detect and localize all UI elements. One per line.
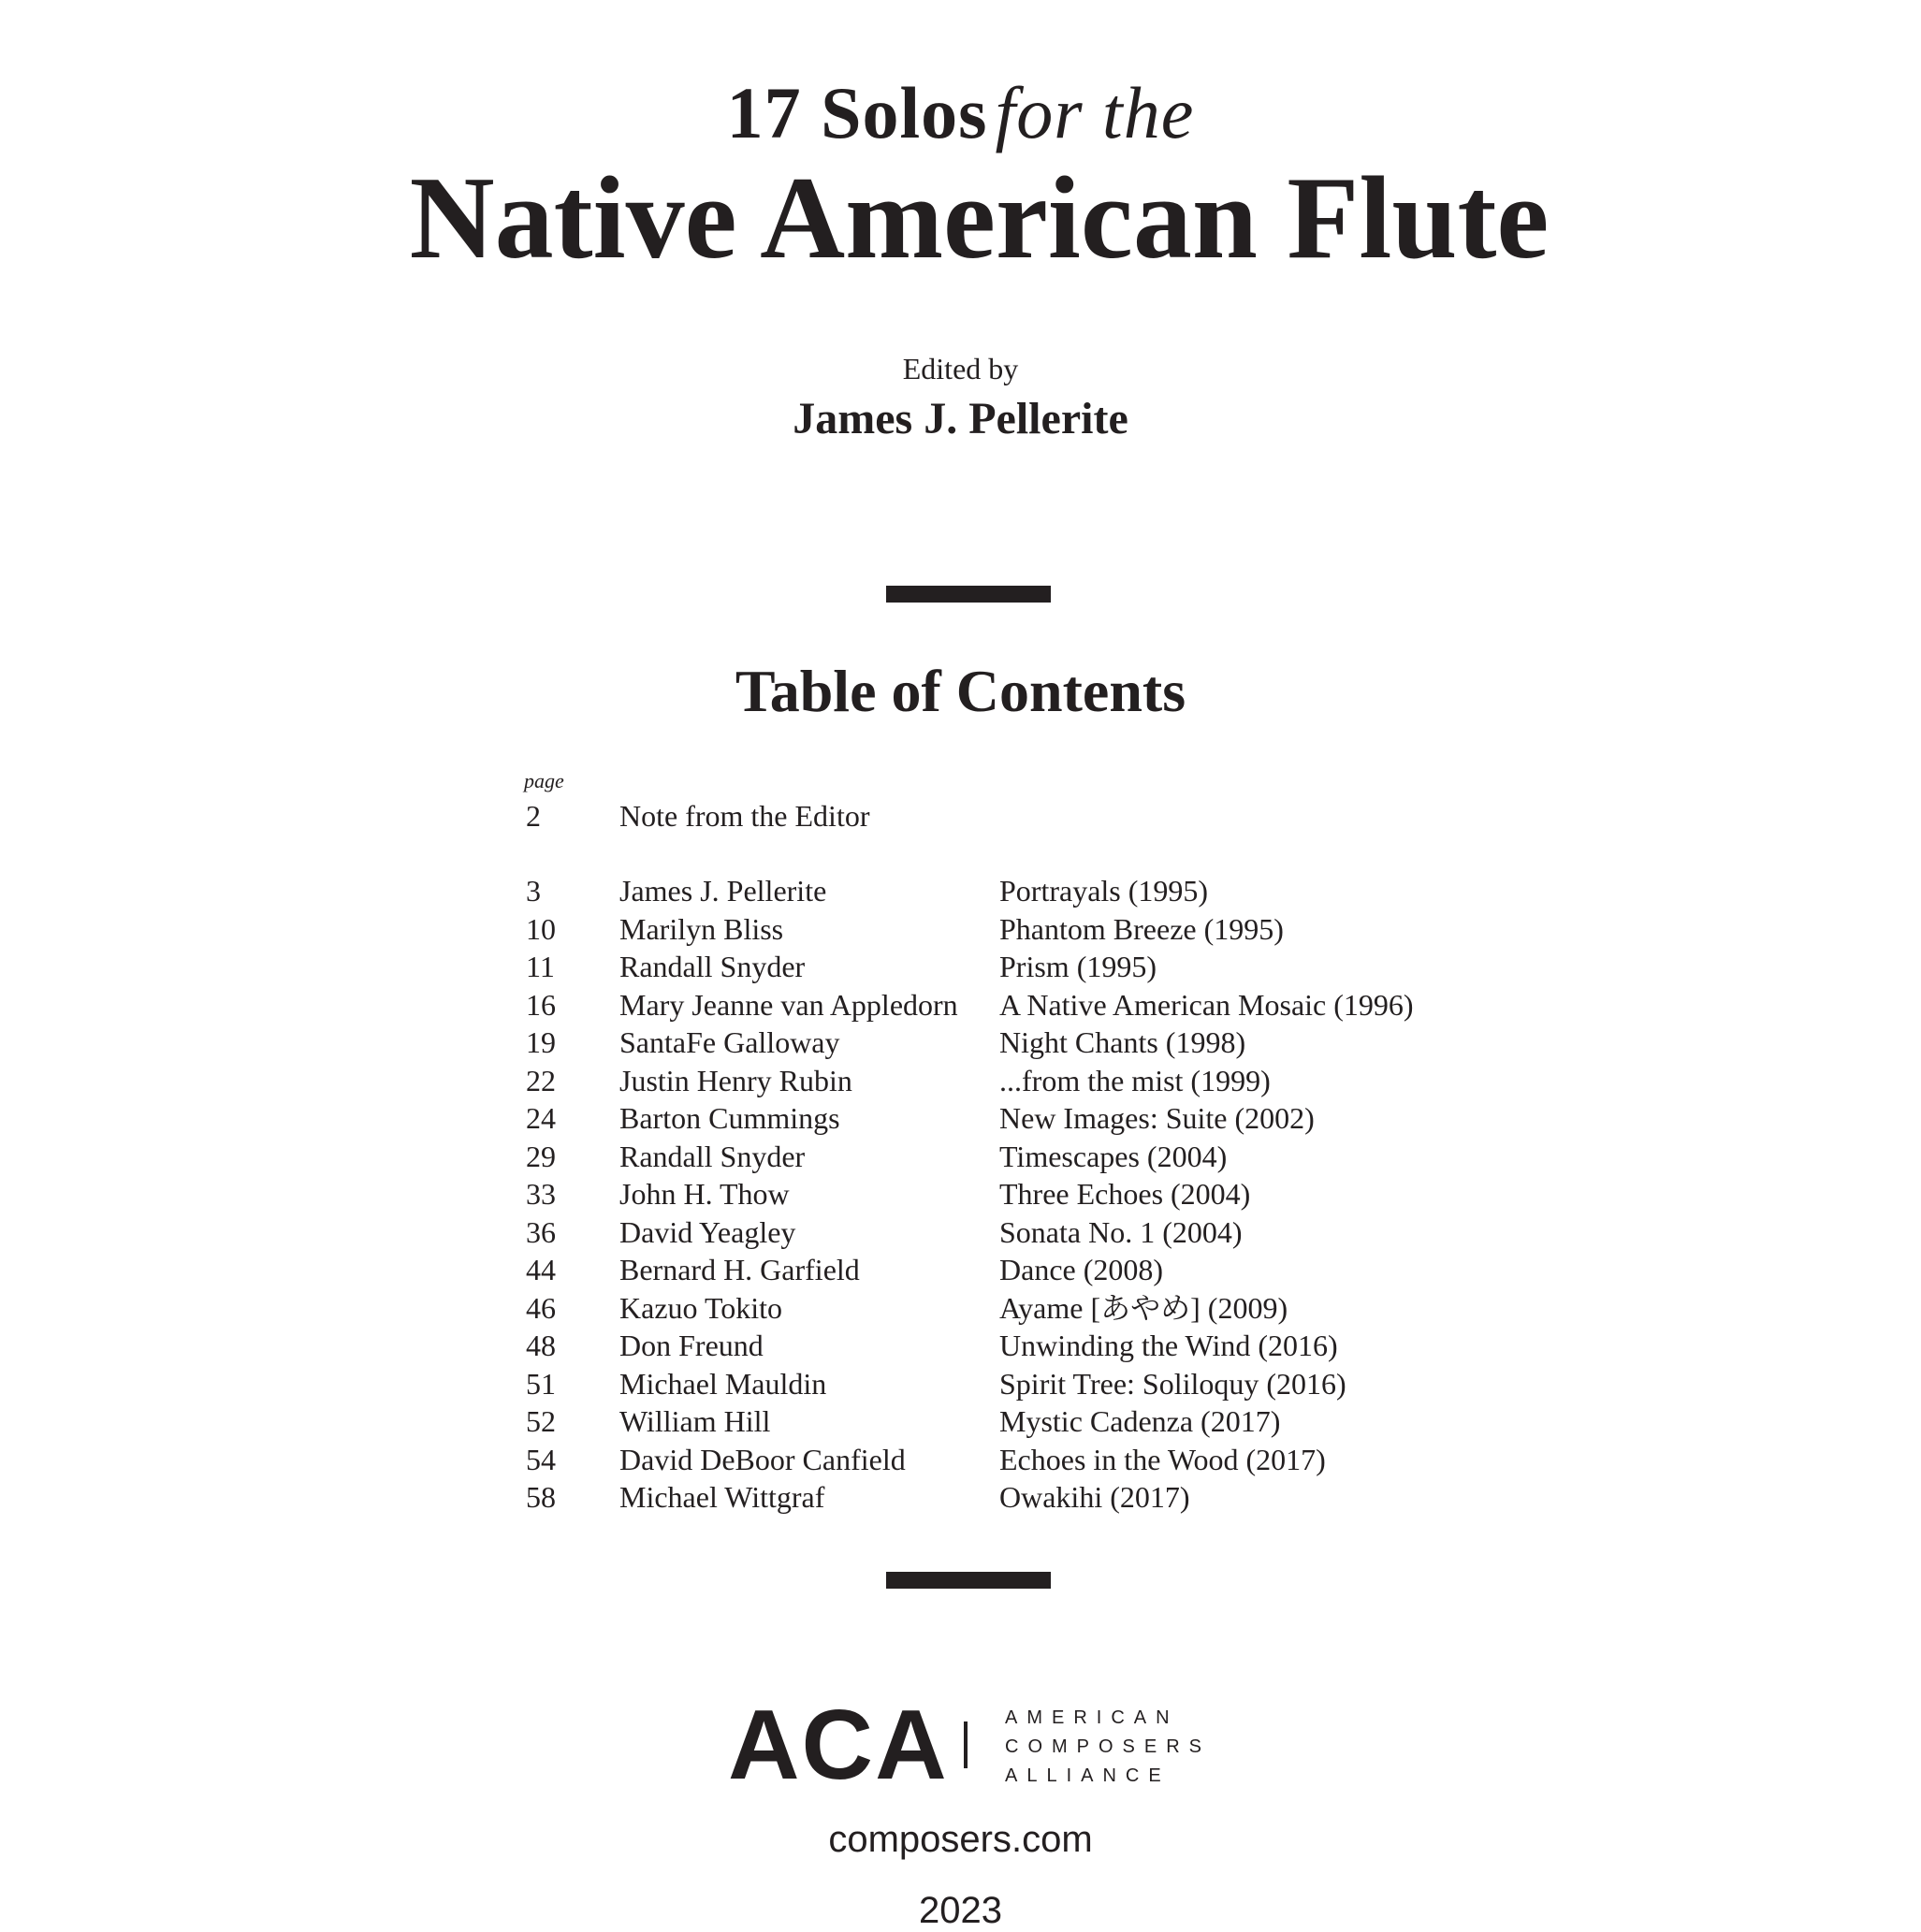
title-italic: for the — [995, 72, 1195, 153]
toc-entry-row — [0, 1289, 1921, 1327]
toc-page-number: 54 — [526, 1442, 556, 1476]
toc-entry-row — [0, 1138, 1921, 1175]
edited-by-label: Edited by — [902, 352, 1019, 385]
toc-work-title: Mystic Cadenza (2017) — [999, 1404, 1281, 1438]
toc-work-title: Owakihi (2017) — [999, 1480, 1190, 1514]
toc-page-number: 52 — [526, 1404, 556, 1438]
toc-heading: Table of Contents — [735, 658, 1186, 724]
toc-work-title: Timescapes (2004) — [999, 1139, 1228, 1173]
toc-page-number: 2 — [526, 799, 541, 833]
toc-page-number: 16 — [526, 987, 556, 1022]
toc-composer: Bernard H. Garfield — [619, 1253, 860, 1286]
title-main: 17 Solos — [726, 72, 988, 153]
toc-composer: Justin Henry Rubin — [619, 1063, 852, 1097]
toc-work-title: Sonata No. 1 (2004) — [999, 1214, 1243, 1249]
toc-work-title: ...from the mist (1999) — [999, 1063, 1271, 1097]
toc-page-number: 36 — [526, 1214, 556, 1249]
title-line-1 — [0, 71, 1921, 155]
toc-entry-row — [0, 1251, 1921, 1288]
toc-page-number: 33 — [526, 1177, 556, 1211]
toc-work-title: New Images: Suite (2002) — [999, 1101, 1315, 1135]
toc-composer: Kazuo Tokito — [619, 1290, 783, 1325]
toc-entry-row — [0, 986, 1921, 1024]
divider-bottom — [886, 1572, 1051, 1589]
toc-composer: James J. Pellerite — [619, 874, 827, 908]
publisher-name-line-3: ALLIANCE — [1005, 1765, 1171, 1786]
toc-work-title: Ayame [あやめ] (2009) — [999, 1290, 1288, 1325]
toc-page-number: 10 — [526, 911, 556, 946]
toc-entry-row — [0, 1478, 1921, 1516]
publisher-name-line-1: AMERICAN — [1005, 1707, 1179, 1728]
toc-page-number: 51 — [526, 1366, 556, 1401]
toc-page-number: 58 — [526, 1480, 556, 1514]
toc-composer: David DeBoor Canfield — [619, 1442, 906, 1476]
toc-composer: Mary Jeanne van Appledorn — [619, 987, 958, 1022]
toc-page-number: 24 — [526, 1101, 556, 1135]
toc-composer: Barton Cummings — [619, 1101, 840, 1135]
divider-top — [886, 586, 1051, 603]
toc-intro-row — [0, 797, 1921, 835]
toc-composer: Don Freund — [619, 1329, 764, 1362]
publication-year: 2023 — [919, 1890, 1002, 1931]
toc-page-number: 3 — [526, 874, 541, 908]
toc-composer: SantaFe Galloway — [619, 1025, 840, 1059]
toc-composer: Marilyn Bliss — [619, 911, 784, 946]
publisher-website: composers.com — [828, 1819, 1093, 1860]
toc-entry-row — [0, 1327, 1921, 1364]
toc-page-number: 19 — [526, 1025, 556, 1059]
toc-work-title: Dance (2008) — [999, 1253, 1164, 1286]
toc-work-title: Unwinding the Wind (2016) — [999, 1329, 1338, 1362]
toc-entry-row — [0, 1402, 1921, 1440]
toc-page-number: 46 — [526, 1290, 556, 1325]
toc-entry-row — [0, 1213, 1921, 1251]
toc-entry-row — [0, 1024, 1921, 1061]
toc-work-title: Prism (1995) — [999, 950, 1157, 983]
toc-entry-row — [0, 910, 1921, 948]
toc-composer: David Yeagley — [619, 1214, 796, 1249]
toc-entry-row — [0, 1062, 1921, 1099]
toc-page-number: 11 — [526, 950, 555, 983]
title-line-2: Native American Flute — [409, 153, 1550, 283]
toc-page-number: 48 — [526, 1329, 556, 1362]
toc-work-title: Echoes in the Wood (2017) — [999, 1442, 1326, 1476]
toc-entry-row — [0, 1099, 1921, 1137]
toc-composer: John H. Thow — [619, 1177, 790, 1211]
toc-composer: Michael Wittgraf — [619, 1480, 825, 1514]
aca-logo: ACA — [728, 1690, 949, 1800]
toc-work-title: Three Echoes (2004) — [999, 1177, 1251, 1211]
toc-entry-row — [0, 948, 1921, 985]
toc-work-title: Phantom Breeze (1995) — [999, 911, 1284, 946]
toc-entry-row — [0, 1175, 1921, 1213]
toc-composer: Randall Snyder — [619, 950, 806, 983]
toc-work-title: Portrayals (1995) — [999, 874, 1209, 908]
toc-composer: Randall Snyder — [619, 1139, 806, 1173]
toc-intro-title: Note from the Editor — [619, 799, 870, 833]
toc-page-number: 29 — [526, 1139, 556, 1173]
toc-entry-row — [0, 1441, 1921, 1478]
publisher-name-line-2: COMPOSERS — [1005, 1736, 1212, 1757]
toc-work-title: Spirit Tree: Soliloquy (2016) — [999, 1366, 1346, 1401]
toc-composer: Michael Mauldin — [619, 1366, 827, 1401]
toc-page-number: 44 — [526, 1253, 556, 1286]
editor-name: James J. Pellerite — [793, 394, 1128, 443]
toc-entry-row — [0, 872, 1921, 909]
toc-page-number: 22 — [526, 1063, 556, 1097]
logo-separator — [964, 1721, 968, 1768]
toc-entry-row — [0, 1365, 1921, 1402]
toc-composer: William Hill — [619, 1404, 771, 1438]
toc-work-title: A Native American Mosaic (1996) — [999, 987, 1414, 1022]
toc-work-title: Night Chants (1998) — [999, 1025, 1246, 1059]
page-column-label: page — [524, 769, 564, 792]
